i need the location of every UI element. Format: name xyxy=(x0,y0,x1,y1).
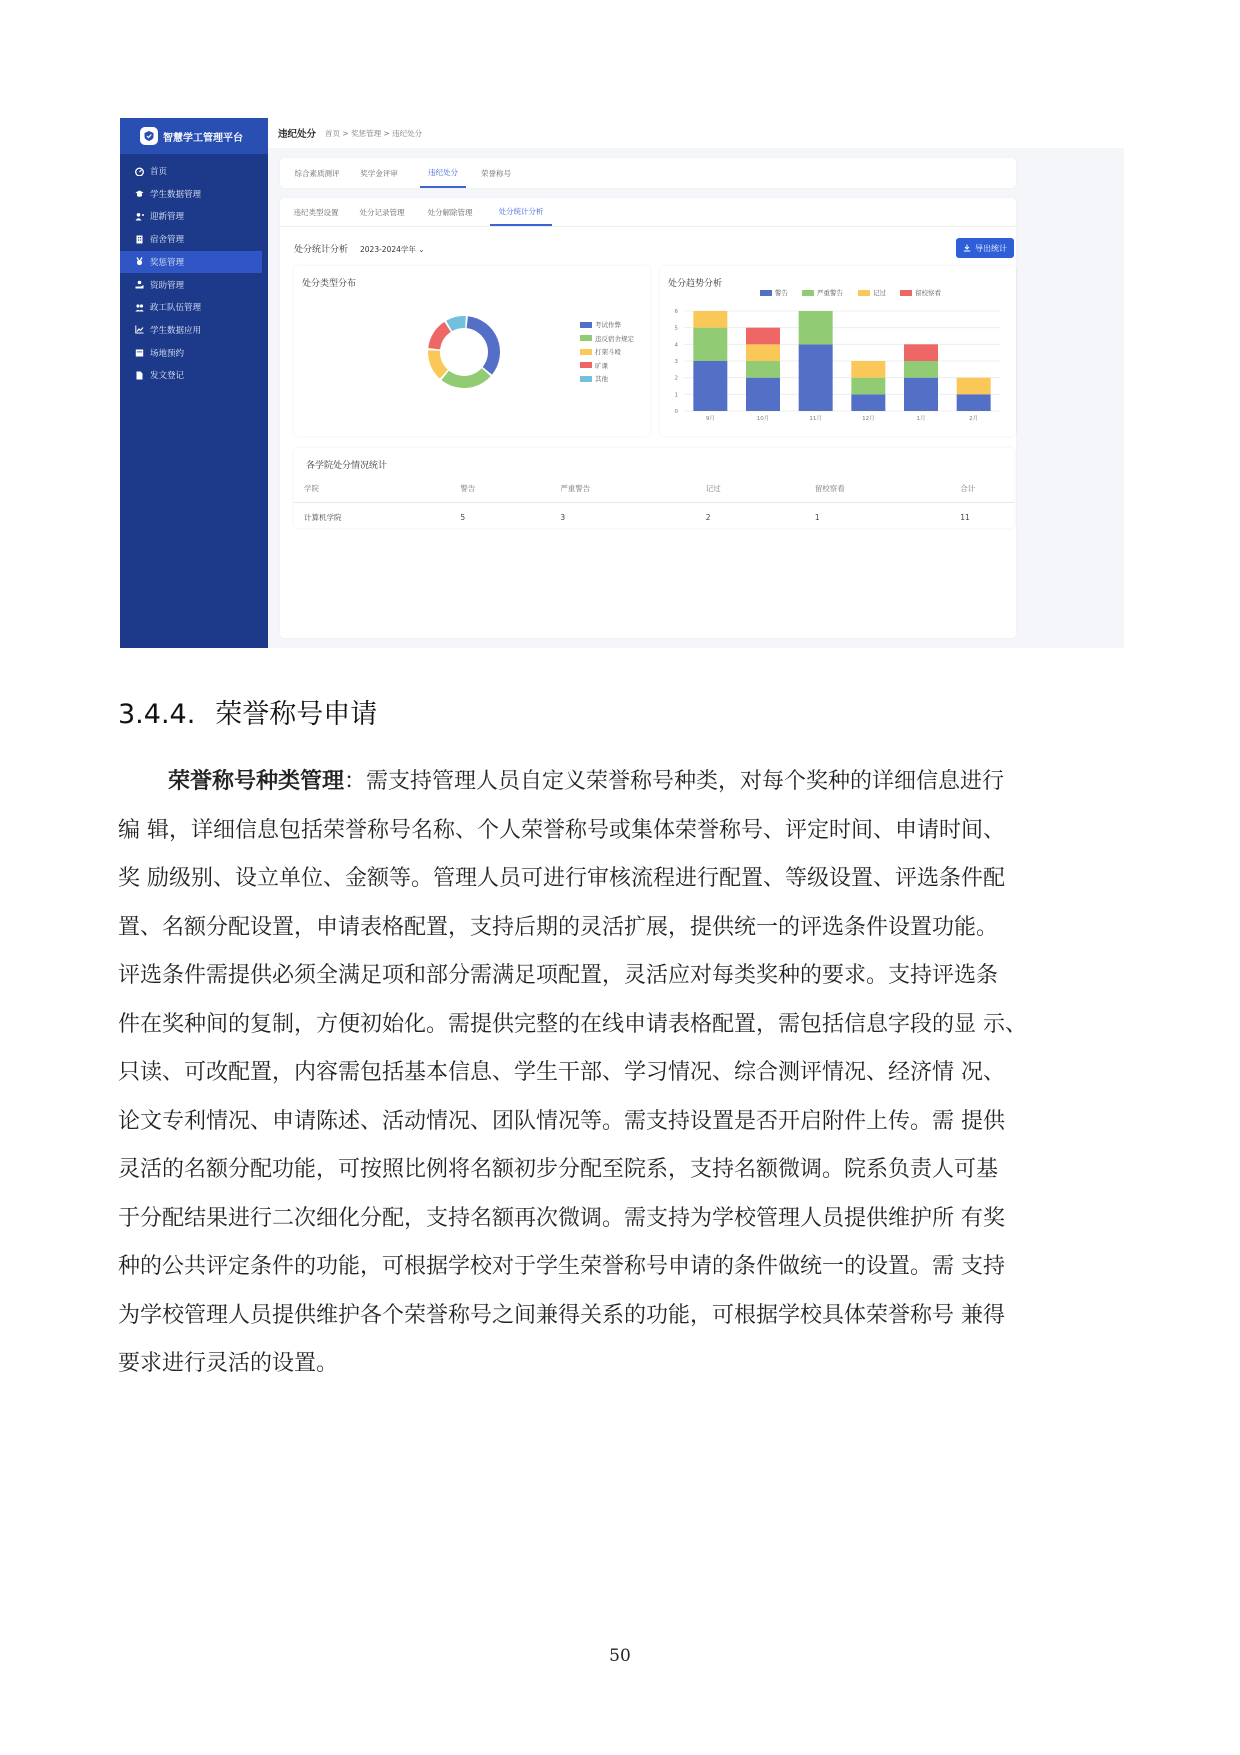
y-tick-label: 4 xyxy=(674,342,678,349)
sidebar-item[interactable] xyxy=(120,160,262,182)
brand-bar xyxy=(120,118,268,154)
y-tick-label: 2 xyxy=(674,375,678,382)
sidebar-item-label: 资助管理 xyxy=(150,280,185,291)
bar-segment xyxy=(746,378,780,411)
sidebar-item-label: 首页 xyxy=(150,167,168,177)
legend-label: 警告 xyxy=(775,289,788,297)
table-cell: 5 xyxy=(460,512,466,522)
table-body xyxy=(294,503,1014,532)
legend-swatch xyxy=(580,376,592,382)
subtab-records[interactable]: 处分记录管理 xyxy=(359,207,405,217)
paragraph-line: 种的公共评定条件的功能，可根据学校对于学生荣誉称号申请的条件做统一的设置。需 支持 xyxy=(118,1254,1005,1279)
paragraph-line: 置、名额分配设置，申请表格配置，支持后期的灵活扩展，提供统一的评选条件设置功能。 xyxy=(118,914,999,940)
section-heading xyxy=(118,692,377,731)
shield-logo-icon xyxy=(140,127,158,145)
sidebar-item-label: 场地预约 xyxy=(150,348,185,359)
bar-panel-title: 处分趋势分析 xyxy=(668,279,723,289)
college-table-panel xyxy=(294,448,1014,528)
bar-segment xyxy=(957,378,991,395)
paragraph-line: 只读、可改配置，内容需包括基本信息、学生干部、学习情况、综合测评情况、经济情 况、 xyxy=(118,1060,1005,1085)
paragraph-line: 奖 励级别、设立单位、金额等。管理人员可进行审核流程进行配置、等级设置、评选条件配 xyxy=(118,866,1005,891)
sidebar-item[interactable] xyxy=(120,183,262,205)
hand-holding-icon xyxy=(134,280,144,290)
paragraph-lead: 荣誉称号种类管理 xyxy=(168,769,345,794)
building-icon xyxy=(134,234,144,244)
table-header-cell: 记过 xyxy=(696,474,805,503)
bar-segment xyxy=(693,361,727,411)
x-tick-label: 9月 xyxy=(705,416,715,422)
pie-legend-item xyxy=(580,334,634,343)
embedded-screenshot xyxy=(120,118,1124,648)
sidebar xyxy=(120,118,268,648)
tab-scholarship[interactable]: 奖学金评审 xyxy=(360,168,398,178)
legend-swatch xyxy=(580,362,592,368)
legend-label: 违反宿舍规定 xyxy=(595,334,634,343)
paragraph-line: 评选条件需提供必须全满足项和部分需满足项配置，灵活应对每类奖种的要求。支持评选条 xyxy=(118,963,999,988)
legend-swatch xyxy=(580,322,592,328)
table-cell: 计算机学院 xyxy=(304,512,342,522)
page-number: 50 xyxy=(609,1646,631,1666)
sidebar-item-label: 学生数据管理 xyxy=(150,189,202,200)
table-header-cell: 留校察看 xyxy=(805,474,950,503)
pie-legend-item xyxy=(580,320,621,329)
college-table xyxy=(294,474,1014,531)
table-row xyxy=(294,503,1014,532)
pie-legend-item xyxy=(580,347,621,356)
bar-segment xyxy=(746,328,780,345)
sidebar-item-label: 发文登记 xyxy=(150,371,185,382)
download-icon xyxy=(963,244,971,252)
export-button-label: 导出统计 xyxy=(975,243,1007,253)
table-cell: 1 xyxy=(814,512,820,522)
paragraph-line: 要求进行灵活的设置。 xyxy=(118,1351,339,1376)
paragraph xyxy=(118,758,1124,1389)
legend-label: 留校察看 xyxy=(915,289,941,297)
bar-segment xyxy=(746,344,780,361)
brand-name: 智慧学工管理平台 xyxy=(163,132,243,144)
sidebar-item[interactable] xyxy=(120,228,262,250)
page-title: 违纪处分 xyxy=(278,129,317,140)
table-header-row xyxy=(294,474,1014,503)
bar-panel xyxy=(660,266,1016,436)
table-header-cell: 合计 xyxy=(950,474,1014,503)
top-bar xyxy=(268,118,1124,148)
paragraph-line: 件在奖种间的复制，方便初始化。需提供完整的在线申请表格配置，需包括信息字段的显 示、 xyxy=(118,1011,1027,1037)
y-tick-label: 5 xyxy=(674,325,678,332)
pie-legend-item xyxy=(580,374,608,383)
pie-slice xyxy=(441,368,490,388)
legend-label: 其他 xyxy=(595,375,608,383)
paragraph-line: 为学校管理人员提供维护各个荣誉称号之间兼得关系的功能，可根据学校具体荣誉称号 兼得 xyxy=(118,1302,1005,1328)
bar-chart xyxy=(660,266,1016,436)
y-tick-label: 0 xyxy=(674,409,678,415)
pie-legend-item xyxy=(580,361,608,370)
pie-slice xyxy=(446,316,466,331)
chevron-down-icon: ⌄ xyxy=(418,245,425,254)
y-tick-label: 3 xyxy=(674,359,678,365)
paragraph-line: 灵活的名额分配功能，可按照比例将名额初步分配至院系，支持名额微调。院系负责人可基 xyxy=(118,1157,999,1182)
tab-discipline[interactable]: 违纪处分 xyxy=(420,158,466,188)
bar-segment xyxy=(851,361,885,378)
paragraph-line: 编 辑，详细信息包括荣誉称号名称、个人荣誉称号或集体荣誉称号、评定时间、申请时间、 xyxy=(118,817,1005,843)
users-icon xyxy=(134,302,144,312)
sidebar-item-label: 宿舍管理 xyxy=(150,235,185,246)
paragraph-line: 论文专利情况、申请陈述、活动情况、团队情况等。需支持设置是否开启附件上传。需 提供 xyxy=(118,1108,1005,1134)
y-tick-label: 1 xyxy=(674,392,678,399)
table-cell: 3 xyxy=(560,512,566,522)
chart-line-icon xyxy=(134,325,144,335)
bar-segment xyxy=(693,328,727,361)
subtab-revoke[interactable]: 处分解除管理 xyxy=(427,207,473,217)
analysis-label: 处分统计分析 xyxy=(294,245,349,255)
paragraph-line-text: ：需支持管理人员自定义荣誉称号种类，对每个奖种的详细信息进行 xyxy=(344,769,1005,794)
content-card xyxy=(280,198,1016,638)
paragraph-line: 于分配结果进行二次细化分配，支持名额再次微调。需支持为学校管理人员提供维护所 有奖 xyxy=(118,1205,1005,1231)
sidebar-item[interactable] xyxy=(120,274,262,296)
export-button[interactable] xyxy=(956,238,1014,258)
sidebar-item-label: 奖惩管理 xyxy=(150,257,185,268)
sidebar-item[interactable] xyxy=(120,364,262,386)
pie-slice xyxy=(467,316,500,374)
x-tick-label: 12月 xyxy=(862,416,875,422)
pie-slice xyxy=(428,350,448,378)
tab-comprehensive[interactable]: 综合素质测评 xyxy=(294,168,340,178)
x-tick-label: 10月 xyxy=(756,416,770,422)
sidebar-item[interactable] xyxy=(120,205,262,227)
dashboard-icon xyxy=(134,166,144,176)
bar-segment xyxy=(851,378,885,395)
subtab-type-settings[interactable]: 违纪类型设置 xyxy=(293,207,339,217)
x-tick-label: 1月 xyxy=(916,416,926,422)
section-title: 荣誉称号申请 xyxy=(215,699,378,730)
bar-segment xyxy=(799,344,833,411)
pie-slice xyxy=(428,322,451,350)
y-tick-label: 6 xyxy=(674,309,678,315)
legend-swatch xyxy=(580,349,592,355)
bar-segment xyxy=(851,394,885,411)
graduation-cap-icon xyxy=(134,189,144,199)
legend-label: 打架斗殴 xyxy=(595,348,621,356)
award-icon xyxy=(134,257,144,267)
bar-segment xyxy=(904,378,938,411)
bar-segment xyxy=(904,361,938,378)
paragraph-line xyxy=(118,758,1124,807)
sidebar-item[interactable] xyxy=(120,296,262,318)
table-header-cell: 学院 xyxy=(294,474,450,503)
table-header-cell: 严重警告 xyxy=(550,474,695,503)
main-tabs-card xyxy=(280,158,1016,188)
table-cell: 2 xyxy=(705,512,711,522)
sidebar-item-label: 政工队伍管理 xyxy=(150,303,202,314)
sidebar-item-label: 迎新管理 xyxy=(150,212,185,223)
bar-segment xyxy=(904,344,938,361)
section-number: 3.4.4. xyxy=(118,699,196,730)
file-icon xyxy=(134,370,144,380)
breadcrumb: 首页 > 奖惩管理 > 违纪处分 xyxy=(325,128,423,138)
legend-label: 记过 xyxy=(873,289,886,297)
legend-label: 严重警告 xyxy=(817,289,843,297)
bar-segment xyxy=(693,311,727,328)
table-title: 各学院处分情况统计 xyxy=(306,461,388,471)
year-select[interactable] xyxy=(360,244,425,255)
sidebar-item[interactable] xyxy=(120,342,262,364)
subtab-statistics[interactable]: 处分统计分析 xyxy=(490,198,552,226)
bar-segment xyxy=(799,311,833,344)
legend-label: 考试作弊 xyxy=(595,321,621,329)
tab-honor[interactable]: 荣誉称号 xyxy=(481,168,511,178)
legend-swatch xyxy=(580,335,592,341)
subtab-divider xyxy=(280,226,1016,227)
sidebar-item[interactable] xyxy=(120,319,262,341)
user-plus-icon xyxy=(134,211,144,221)
table-cell: 11 xyxy=(960,512,970,522)
calendar-icon xyxy=(134,348,144,358)
bar-segment xyxy=(957,394,991,411)
year-select-value: 2023-2024学年 xyxy=(360,245,416,254)
sidebar-item-label: 学生数据应用 xyxy=(150,325,202,336)
legend-label: 旷课 xyxy=(595,361,608,370)
sidebar-item[interactable] xyxy=(120,251,262,273)
table-header-cell: 警告 xyxy=(450,474,550,503)
pie-panel-title: 处分类型分布 xyxy=(302,279,357,289)
bar-segment xyxy=(746,361,780,378)
x-tick-label: 11月 xyxy=(809,416,822,422)
x-tick-label: 2月 xyxy=(969,416,979,422)
pie-panel xyxy=(294,266,650,436)
